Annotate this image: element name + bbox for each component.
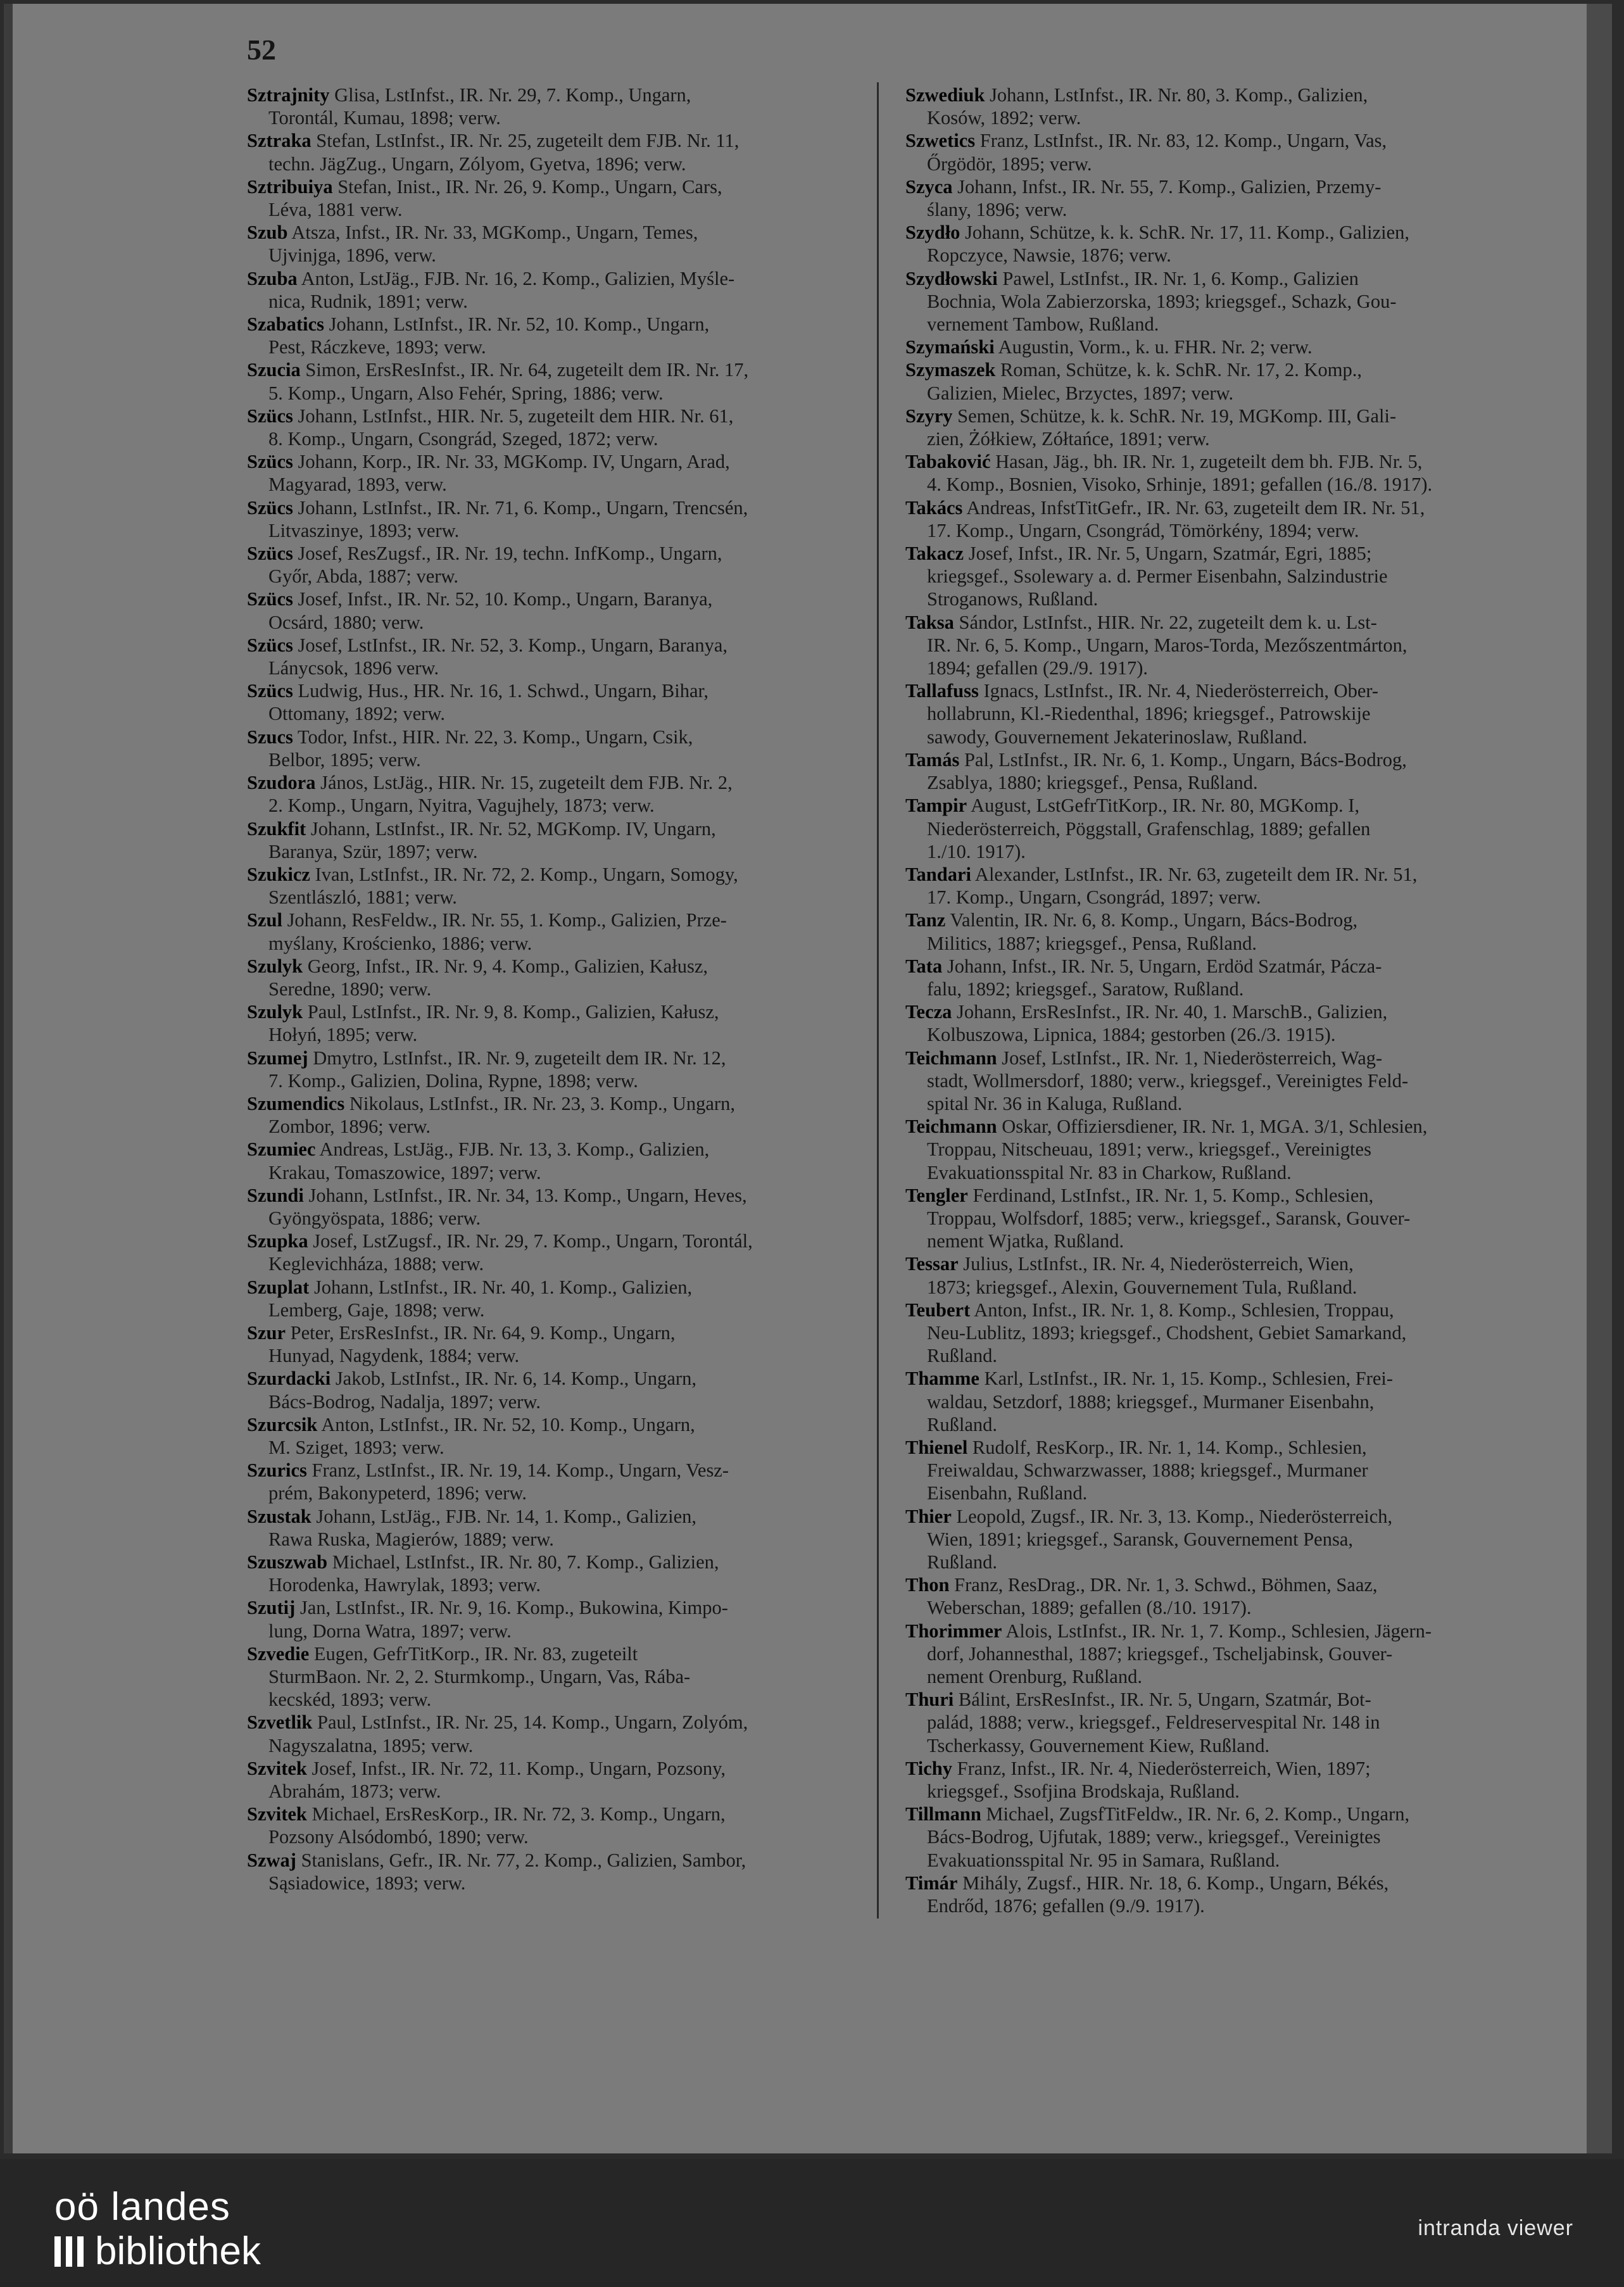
entry-line: Szymański Augustin, Vorm., k. u. FHR. Nr. 2; verw. [905,336,1312,358]
register-entry [247,313,880,358]
entry-line: Seredne, 1890; verw. [268,978,432,1000]
entry-line: Galizien, Mielec, Brzyctes, 1897; verw. [927,382,1234,404]
entry-line: techn. JägZug., Ungarn, Zólyom, Gyetva, 1896; verw. [268,153,686,175]
entry-line: 17. Komp., Ungarn, Csongrád, Tömörkény, 1894; verw. [927,519,1359,541]
entry-line: Szukfit Johann, LstInfst., IR. Nr. 52, MGKomp. IV, Ungarn, [247,817,716,840]
register-entry [905,1620,1570,1689]
register-entry [905,863,1570,909]
register-entry [905,1115,1570,1184]
entry-line: 2. Komp., Ungarn, Nyitra, Vagujhely, 1873; verw. [268,795,655,817]
entry-line: Szurdacki Jakob, LstInfst., IR. Nr. 6, 14. Komp., Ungarn, [247,1368,696,1390]
entry-line: Szurcsik Anton, LstInfst., IR. Nr. 52, 10. Komp., Ungarn, [247,1413,695,1435]
entry-line: Teubert Anton, Infst., IR. Nr. 1, 8. Komp., Schlesien, Troppau, [905,1299,1394,1321]
register-entry [247,175,880,221]
entry-line: Őrgödör, 1895; verw. [927,153,1092,175]
entry-line: Endrőd, 1876; gefallen (9./9. 1917). [927,1895,1205,1917]
register-entry [905,955,1570,1000]
entry-line: 1873; kriegsgef., Alexin, Gouvernement Tula, Rußland. [927,1276,1357,1298]
register-entry [905,358,1570,404]
entry-line: Teichmann Josef, LstInfst., IR. Nr. 1, Niederösterreich, Wag- [905,1047,1383,1069]
entry-line: Bács-Bodrog, Ujfutak, 1889; verw., kriegsgef., Vereinigtes [927,1826,1381,1848]
column-divider [877,82,879,1918]
entry-line: Szupka Josef, LstZugsf., IR. Nr. 29, 7. Komp., Ungarn, Torontál, [247,1230,753,1252]
register-entry [905,1436,1570,1505]
entry-line: Wien, 1891; kriegsgef., Saransk, Gouvernement Pensa, [927,1528,1353,1550]
entry-line: Militics, 1887; kriegsgef., Pensa, Rußland. [927,932,1257,954]
register-entry [905,129,1570,175]
entry-line: Sąsiadowice, 1893; verw. [268,1872,466,1894]
register-entry [247,1276,880,1321]
register-entry [905,794,1570,863]
register-entry [247,909,880,954]
entry-line: Szur Peter, ErsResInfst., IR. Nr. 64, 9. Komp., Ungarn, [247,1321,676,1344]
scanned-page [4,4,1612,2153]
entry-line: Sztraka Stefan, LstInfst., IR. Nr. 25, zugeteilt dem FJB. Nr. 11, [247,130,740,152]
register-entry [247,405,880,450]
register-entry [247,817,880,863]
entry-line: Ocsárd, 1880; verw. [268,611,424,633]
register-entry [247,1230,880,1275]
entry-line: Pozsony Alsódombó, 1890; verw. [268,1826,529,1848]
register-entry [905,1803,1570,1872]
entry-line: kriegsgef., Ssolewary a. d. Permer Eisenbahn, Salzindustrie [927,565,1388,588]
entry-line: Tandari Alexander, LstInfst., IR. Nr. 63, zugeteilt dem IR. Nr. 51, [905,863,1418,885]
left-column [247,84,880,1894]
register-entry [247,496,880,542]
entry-line: vernement Tambow, Rußland. [927,313,1159,336]
entry-line: Neu-Lublitz, 1893; kriegsgef., Chodshent, Gebiet Samarkand, [927,1321,1407,1344]
register-entry [905,1757,1570,1803]
entry-line: Tessar Julius, LstInfst., IR. Nr. 4, Niederösterreich, Wien, [905,1253,1354,1275]
entry-line: hollabrunn, Kl.-Riedenthal, 1896; kriegsgef., Patrowskije [927,703,1371,725]
entry-line: Szudora János, LstJäg., HIR. Nr. 15, zugeteilt dem FJB. Nr. 2, [247,772,733,794]
entry-line: falu, 1892; kriegsgef., Saratow, Rußland. [927,978,1244,1000]
entry-line: Szumendics Nikolaus, LstInfst., IR. Nr. 23, 3. Komp., Ungarn, [247,1092,735,1114]
entry-line: Tillmann Michael, ZugsfTitFeldw., IR. Nr. 6, 2. Komp., Ungarn, [905,1803,1410,1825]
register-entry [247,267,880,313]
entry-line: Kosów, 1892; verw. [927,107,1081,129]
page-number: 52 [247,34,276,66]
entry-line: Szyca Johann, Infst., IR. Nr. 55, 7. Komp., Galizien, Przemy- [905,175,1382,198]
register-entry [905,748,1570,794]
register-entry [905,175,1570,221]
entry-line: 4. Komp., Bosnien, Visoko, Srhinje, 1891; gefallen (16./8. 1917). [927,474,1433,496]
entry-line: nica, Rudnik, 1891; verw. [268,290,468,312]
register-entry [905,611,1570,680]
entry-line: Szuszwab Michael, LstInfst., IR. Nr. 80, 7. Komp., Galizien, [247,1551,719,1573]
entry-line: Tecza Johann, ErsResInfst., IR. Nr. 40, 1. MarschB., Galizien, [905,1001,1388,1023]
register-entry [247,1000,880,1046]
entry-line: Tata Johann, Infst., IR. Nr. 5, Ungarn, Erdöd Szatmár, Pácza- [905,955,1382,977]
entry-line: Eisenbahn, Rußland. [927,1482,1088,1504]
entry-line: Szücs Josef, ResZugsf., IR. Nr. 19, techn. InfKomp., Ungarn, [247,543,722,565]
entry-line: Gyöngyöspata, 1886; verw. [268,1207,481,1229]
register-entry [247,1505,880,1551]
entry-line: Szücs Johann, LstInfst., HIR. Nr. 5, zugeteilt dem HIR. Nr. 61, [247,405,734,427]
entry-line: 17. Komp., Ungarn, Csongrád, 1897; verw. [927,886,1261,909]
entry-line: Szydło Johann, Schütze, k. k. SchR. Nr. 17, 11. Komp., Galizien, [905,222,1410,244]
entry-line: Szwaj Stanislans, Gefr., IR. Nr. 77, 2. Komp., Galizien, Sambor, [247,1849,746,1871]
entry-line: Szücs Johann, Korp., IR. Nr. 33, MGKomp. IV, Ungarn, Arad, [247,451,730,473]
register-entry [905,1184,1570,1253]
entry-line: Szulyk Paul, LstInfst., IR. Nr. 9, 8. Komp., Galizien, Kałusz, [247,1001,719,1023]
register-entry [247,1849,880,1894]
entry-line: Szwetics Franz, LstInfst., IR. Nr. 83, 12. Komp., Ungarn, Vas, [905,130,1387,152]
register-entry [905,1872,1570,1917]
entry-line: Tamás Pal, LstInfst., IR. Nr. 6, 1. Komp., Ungarn, Bács-Bodrog, [905,748,1407,771]
entry-line: Weberschan, 1889; gefallen (8./10. 1917). [927,1597,1252,1619]
register-entry [247,1459,880,1504]
entry-line: Tallafuss Ignacs, LstInfst., IR. Nr. 4, Niederösterreich, Ober- [905,680,1379,702]
entry-line: Ropczyce, Nawsie, 1876; verw. [927,244,1171,267]
entry-line: ślany, 1896; verw. [927,199,1067,221]
register-entry [247,221,880,267]
brand-name-line1: oö landes [54,2185,230,2229]
entry-line: Teichmann Oskar, Offiziersdiener, IR. Nr. 1, MGA. 3/1, Schlesien, [905,1116,1428,1138]
register-entry [247,634,880,679]
entry-line: Rawa Ruska, Magierów, 1889; verw. [268,1528,554,1550]
entry-line: Szumej Dmytro, LstInfst., IR. Nr. 9, zugeteilt dem IR. Nr. 12, [247,1047,726,1069]
register-entry [247,542,880,588]
entry-line: Szyry Semen, Schütze, k. k. SchR. Nr. 19, MGKomp. III, Gali- [905,405,1397,427]
entry-line: Szvitek Josef, Infst., IR. Nr. 72, 11. Komp., Ungarn, Pozsony, [247,1757,726,1779]
entry-line: Hołyń, 1895; verw. [268,1024,418,1046]
page-edge [1587,4,1612,2153]
register-entry [905,1688,1570,1757]
entry-line: Torontál, Kumau, 1898; verw. [268,107,501,129]
entry-line: Szücs Ludwig, Hus., HR. Nr. 16, 1. Schwd., Ungarn, Bihar, [247,680,709,702]
entry-line: Thorimmer Alois, LstInfst., IR. Nr. 1, 7. Komp., Schlesien, Jägern- [905,1620,1432,1642]
entry-line: Szücs Josef, LstInfst., IR. Nr. 52, 3. Komp., Ungarn, Baranya, [247,634,728,656]
entry-line: sawody, Gouvernement Jekaterinoslaw, Rußland. [927,726,1307,748]
entry-line: Lánycsok, 1896 verw. [268,657,439,679]
library-bars-icon [54,2236,84,2267]
entry-line: Thienel Rudolf, ResKorp., IR. Nr. 1, 14. Komp., Schlesien, [905,1436,1367,1458]
register-entry [247,450,880,496]
entry-line: Belbor, 1895; verw. [268,748,421,771]
brand-name-line2: bibliothek [95,2229,261,2273]
entry-line: Ottomany, 1892; verw. [268,703,445,725]
entry-line: Szumiec Andreas, LstJäg., FJB. Nr. 13, 3. Komp., Galizien, [247,1138,710,1161]
entry-line: Takacz Josef, Infst., IR. Nr. 5, Ungarn, Szatmár, Egri, 1885; [905,543,1372,565]
entry-line: Rußland. [927,1551,997,1573]
register-entry [247,1138,880,1183]
entry-line: Rußland. [927,1413,997,1435]
entry-line: Szentlászló, 1881; verw. [268,886,457,909]
entry-line: Takács Andreas, InfstTitGefr., IR. Nr. 63, zugeteilt dem IR. Nr. 51, [905,496,1425,519]
entry-line: Litvaszinye, 1893; verw. [268,519,460,541]
register-entry [905,450,1570,496]
entry-line: waldau, Setzdorf, 1888; kriegsgef., Murmaner Eisenbahn, [927,1390,1375,1413]
register-entry [247,1321,880,1367]
register-entry [905,496,1570,542]
entry-line: 7. Komp., Galizien, Dolina, Rypne, 1898; verw. [268,1069,638,1092]
entry-line: Szabatics Johann, LstInfst., IR. Nr. 52, 10. Komp., Ungarn, [247,313,710,336]
entry-line: Horodenka, Hawrylak, 1893; verw. [268,1574,541,1596]
entry-line: zien, Żółkiew, Zółtańce, 1891; verw. [927,428,1210,450]
entry-line: Abrahám, 1873; verw. [268,1780,441,1803]
entry-line: Stroganows, Rußland. [927,588,1098,610]
entry-line: kecskéd, 1893; verw. [268,1689,432,1711]
register-entry [905,405,1570,450]
entry-line: stadt, Wollmersdorf, 1880; verw., kriegsgef., Vereinigtes Feld- [927,1069,1409,1092]
entry-line: Timár Mihály, Zugsf., HIR. Nr. 18, 6. Komp., Ungarn, Békés, [905,1872,1389,1894]
register-entry [247,1092,880,1138]
entry-line: Tabaković Hasan, Jäg., bh. IR. Nr. 1, zugeteilt dem bh. FJB. Nr. 5, [905,451,1423,473]
entry-line: Szwediuk Johann, LstInfst., IR. Nr. 80, 3. Komp., Galizien, [905,84,1368,106]
entry-line: Tscherkassy, Gouvernement Kiew, Rußland. [927,1734,1270,1756]
entry-line: Szücs Josef, Infst., IR. Nr. 52, 10. Komp., Ungarn, Baranya, [247,588,713,610]
entry-line: myślany, Krościenko, 1886; verw. [268,932,532,954]
register-entry [905,267,1570,336]
register-entry [905,1573,1570,1619]
entry-line: Rußland. [927,1345,997,1367]
entry-line: Szutij Jan, LstInfst., IR. Nr. 9, 16. Komp., Bukowina, Kimpo- [247,1597,728,1619]
entry-line: Pest, Ráczkeve, 1893; verw. [268,336,486,358]
entry-line: Baranya, Szür, 1897; verw. [268,840,478,862]
page-content [51,25,1574,2128]
entry-line: Evakuationsspital Nr. 83 in Charkow, Rußland. [927,1161,1292,1183]
register-entry [247,1642,880,1711]
entry-line: Hunyad, Nagydenk, 1884; verw. [268,1345,520,1367]
entry-line: M. Sziget, 1893; verw. [268,1436,444,1458]
register-entry [905,1299,1570,1368]
register-entry [905,909,1570,954]
entry-line: 1894; gefallen (29./9. 1917). [927,657,1148,679]
entry-line: Szvetlik Paul, LstInfst., IR. Nr. 25, 14. Komp., Ungarn, Zolyóm, [247,1711,748,1734]
entry-line: Tichy Franz, Infst., IR. Nr. 4, Niederösterreich, Wien, 1897; [905,1757,1371,1779]
register-entry [247,1596,880,1642]
register-entry [247,863,880,909]
entry-line: Taksa Sándor, LstInfst., HIR. Nr. 22, zugeteilt dem k. u. Lst- [905,611,1377,633]
entry-line: lung, Dorna Watra, 1897; verw. [268,1620,512,1642]
entry-line: Szulyk Georg, Infst., IR. Nr. 9, 4. Komp., Galizien, Kałusz, [247,955,708,977]
entry-line: Szustak Johann, LstJäg., FJB. Nr. 14, 1. Komp., Galizien, [247,1505,696,1527]
entry-line: prém, Bakonypeterd, 1896; verw. [268,1482,527,1504]
register-entry [905,336,1570,358]
register-entry [247,955,880,1000]
entry-line: Freiwaldau, Schwarzwasser, 1888; kriegsgef., Murmaner [927,1459,1368,1482]
entry-line: Sztribuiya Stefan, Inist., IR. Nr. 26, 9. Komp., Ungarn, Cars, [247,175,722,198]
entry-line: Bochnia, Wola Zabierzorska, 1893; kriegsgef., Schazk, Gou- [927,290,1397,312]
entry-line: Keglevichháza, 1888; verw. [268,1253,484,1275]
entry-line: Tengler Ferdinand, LstInfst., IR. Nr. 1, 5. Komp., Schlesien, [905,1184,1374,1206]
entry-line: Szul Johann, ResFeldw., IR. Nr. 55, 1. Komp., Galizien, Prze- [247,909,727,931]
entry-line: Győr, Abda, 1887; verw. [268,565,459,588]
register-entry [247,1047,880,1092]
entry-line: nement Orenburg, Rußland. [927,1666,1142,1688]
register-entry [247,1184,880,1230]
register-entry [905,1367,1570,1436]
entry-line: Ujvinjga, 1896, verw. [268,244,436,267]
right-column [905,84,1570,1917]
entry-line: IR. Nr. 6, 5. Komp., Ungarn, Maros-Torda, Mezőszentmárton, [927,634,1407,656]
entry-line: Szuba Anton, LstJäg., FJB. Nr. 16, 2. Komp., Galizien, Myśle- [247,267,735,289]
register-entry [247,129,880,175]
entry-line: nement Wjatka, Rußland. [927,1230,1124,1252]
register-entry [905,221,1570,267]
entry-line: Thier Leopold, Zugsf., IR. Nr. 3, 13. Komp., Niederösterreich, [905,1505,1393,1527]
entry-line: Krakau, Tomaszowice, 1897; verw. [268,1161,541,1183]
entry-line: Szuplat Johann, LstInfst., IR. Nr. 40, 1. Komp., Galizien, [247,1276,693,1298]
register-entry [247,1367,880,1413]
entry-line: palád, 1888; verw., kriegsgef., Feldreservespital Nr. 148 in [927,1711,1380,1734]
entry-line: dorf, Johannesthal, 1887; kriegsgef., Tscheljabinsk, Gouver- [927,1642,1393,1665]
entry-line: Sztrajnity Glisa, LstInfst., IR. Nr. 29, 7. Komp., Ungarn, [247,84,691,106]
entry-line: Nagyszalatna, 1895; verw. [268,1734,474,1756]
register-entry [905,84,1570,129]
entry-line: Szydłowski Pawel, LstInfst., IR. Nr. 1, 6. Komp., Galizien [905,267,1359,289]
entry-line: Zsablya, 1880; kriegsgef., Pensa, Rußland. [927,772,1258,794]
entry-line: Szurics Franz, LstInfst., IR. Nr. 19, 14. Komp., Ungarn, Vesz- [247,1459,729,1482]
register-entry [247,1711,880,1756]
entry-line: 1./10. 1917). [927,840,1026,862]
register-entry [905,1047,1570,1116]
entry-line: Thamme Karl, LstInfst., IR. Nr. 1, 15. Komp., Schlesien, Frei- [905,1368,1394,1390]
entry-line: spital Nr. 36 in Kaluga, Rußland. [927,1092,1183,1114]
entry-line: Szvitek Michael, ErsResKorp., IR. Nr. 72, 3. Komp., Ungarn, [247,1803,726,1825]
brand-logo[interactable] [54,2229,261,2274]
entry-line: Szucia Simon, ErsResInfst., IR. Nr. 64, zugeteilt dem IR. Nr. 17, [247,359,749,381]
entry-line: Tanz Valentin, IR. Nr. 6, 8. Komp., Ungarn, Bács-Bodrog, [905,909,1358,931]
entry-line: kriegsgef., Ssofjina Brodskaja, Rußland. [927,1780,1240,1803]
register-entry [905,542,1570,611]
entry-line: 5. Komp., Ungarn, Also Fehér, Spring, 1886; verw. [268,382,664,404]
entry-line: Magyarad, 1893, verw. [268,474,447,496]
register-entry [247,1413,880,1459]
entry-line: Szub Atsza, Infst., IR. Nr. 33, MGKomp., Ungarn, Temes, [247,222,698,244]
register-entry [247,1551,880,1596]
register-entry [905,1252,1570,1298]
register-entry [905,679,1570,748]
register-entry [247,588,880,633]
entry-line: Troppau, Wolfsdorf, 1885; verw., kriegsgef., Saransk, Gouver- [927,1207,1411,1229]
entry-line: Szymaszek Roman, Schütze, k. k. SchR. Nr. 17, 2. Komp., [905,359,1362,381]
register-entry [247,358,880,404]
entry-line: Szücs Johann, LstInfst., IR. Nr. 71, 6. Komp., Ungarn, Trencsén, [247,496,748,519]
entry-line: Bács-Bodrog, Nadalja, 1897; verw. [268,1390,541,1413]
entry-line: Szvedie Eugen, GefrTitKorp., IR. Nr. 83, zugeteilt [247,1642,638,1665]
entry-line: SturmBaon. Nr. 2, 2. Sturmkomp., Ungarn, Vas, Rába- [268,1666,691,1688]
entry-line: Zombor, 1896; verw. [268,1116,431,1138]
entry-line: Lemberg, Gaje, 1898; verw. [268,1299,485,1321]
viewer-footer [0,2159,1624,2287]
register-entry [247,84,880,129]
viewer-label: intranda viewer [1418,2216,1573,2240]
entry-line: Tampir August, LstGefrTitKorp., IR. Nr. 80, MGKomp. I, [905,795,1360,817]
entry-line: Thuri Bálint, ErsResInfst., IR. Nr. 5, Ungarn, Szatmár, Bot- [905,1689,1371,1711]
register-entry [247,679,880,725]
entry-line: Troppau, Nitscheuau, 1891; verw., kriegsgef., Vereinigtes [927,1138,1371,1161]
entry-line: Niederösterreich, Pöggstall, Grafenschlag, 1889; gefallen [927,817,1371,840]
entry-line: Kolbuszowa, Lipnica, 1884; gestorben (26./3. 1915). [927,1024,1336,1046]
entry-line: Szundi Johann, LstInfst., IR. Nr. 34, 13. Komp., Ungarn, Heves, [247,1184,747,1206]
register-entry [247,771,880,817]
register-entry [905,1505,1570,1574]
register-entry [247,726,880,771]
register-entry [247,1757,880,1803]
register-entry [905,1000,1570,1046]
register-entry [247,1803,880,1848]
entry-line: Thon Franz, ResDrag., DR. Nr. 1, 3. Schwd., Böhmen, Saaz, [905,1574,1378,1596]
entry-line: Evakuationsspital Nr. 95 in Samara, Rußland. [927,1849,1280,1871]
entry-line: Léva, 1881 verw. [268,199,403,221]
entry-line: Szucs Todor, Infst., HIR. Nr. 22, 3. Komp., Ungarn, Csik, [247,726,693,748]
entry-line: Szukicz Ivan, LstInfst., IR. Nr. 72, 2. Komp., Ungarn, Somogy, [247,863,738,885]
entry-line: 8. Komp., Ungarn, Csongrád, Szeged, 1872; verw. [268,428,658,450]
